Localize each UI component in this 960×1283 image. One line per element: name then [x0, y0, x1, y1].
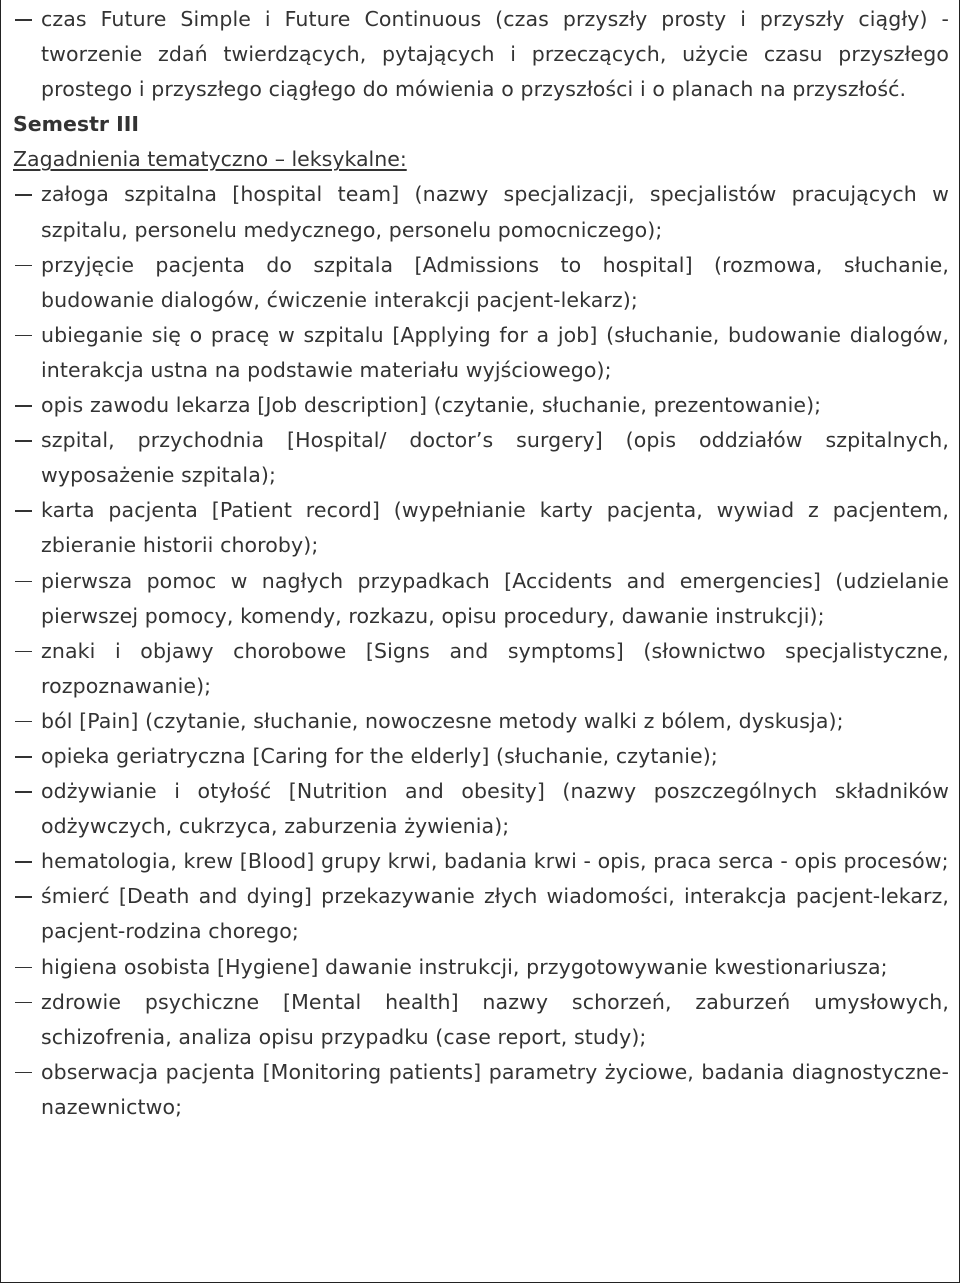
dash-bullet-icon	[13, 2, 41, 37]
dash-bullet-icon	[13, 879, 41, 914]
dash-bullet-icon	[13, 774, 41, 809]
topics-list	[13, 177, 949, 1125]
list-item-text: higiena osobista [Hygiene] dawanie instrukcji, przygotowywanie kwestionariusza;	[41, 954, 888, 979]
list-item-text: przyjęcie pacjenta do szpitala [Admissions to hospital] (rozmowa, słuchanie, budowanie dialogów, ćwiczenie interakcji pacjent-lekarz);	[41, 252, 949, 312]
list-item	[13, 985, 949, 1055]
list-item-text: szpital, przychodnia [Hospital/ doctor’s surgery] (opis oddziałów szpitalnych, wyposażenie szpitala);	[41, 428, 949, 488]
dash-bullet-icon	[13, 318, 41, 353]
list-item	[13, 739, 949, 774]
list-item-text: śmierć [Death and dying] przekazywanie złych wiadomości, interakcja pacjent-lekarz, pacjent-rodzina chorego;	[41, 884, 949, 944]
list-item	[13, 704, 949, 739]
list-item	[13, 2, 949, 107]
dash-bullet-icon	[13, 950, 41, 985]
dash-bullet-icon	[13, 388, 41, 423]
dash-bullet-icon	[13, 423, 41, 458]
dash-bullet-icon	[13, 1055, 41, 1090]
list-item	[13, 879, 949, 949]
list-item	[13, 493, 949, 563]
topics-heading: Zagadnienia tematyczno – leksykalne:	[13, 147, 407, 172]
list-item-text: zdrowie psychiczne [Mental health] nazwy schorzeń, zaburzeń umysłowych, schizofrenia, analiza opisu przypadku (case report, study);	[41, 989, 949, 1049]
dash-bullet-icon	[13, 248, 41, 283]
list-item-text: ból [Pain] (czytanie, słuchanie, nowoczesne metody walki z bólem, dyskusja);	[41, 708, 844, 733]
dash-bullet-icon	[13, 704, 41, 739]
list-item-text: hematologia, krew [Blood] grupy krwi, badania krwi - opis, praca serca - opis procesów;	[41, 849, 949, 874]
list-item	[13, 423, 949, 493]
dash-bullet-icon	[13, 985, 41, 1020]
list-item	[13, 177, 949, 247]
list-item	[13, 634, 949, 704]
list-item	[13, 844, 949, 879]
list-item	[13, 318, 949, 388]
dash-bullet-icon	[13, 739, 41, 774]
dash-bullet-icon	[13, 564, 41, 599]
list-item-text: znaki i objawy chorobowe [Signs and symptoms] (słownictwo specjalistyczne, rozpoznawanie);	[41, 638, 949, 698]
list-item-text: odżywianie i otyłość [Nutrition and obesity] (nazwy poszczególnych składników odżywczych, cukrzyca, zaburzenia żywienia);	[41, 779, 949, 839]
list-item-text: karta pacjenta [Patient record] (wypełnianie karty pacjenta, wywiad z pacjentem, zbieranie historii choroby);	[41, 498, 949, 558]
list-item-text: obserwacja pacjenta [Monitoring patients] parametry życiowe, badania diagnostyczne-nazewnictwo;	[41, 1059, 949, 1119]
list-item	[13, 564, 949, 634]
intro-list	[13, 2, 949, 107]
list-item	[13, 1055, 949, 1125]
list-item-text: opis zawodu lekarza [Job description] (czytanie, słuchanie, prezentowanie);	[41, 393, 822, 418]
list-item-text: ubieganie się o pracę w szpitalu [Applying for a job] (słuchanie, budowanie dialogów, interakcja ustna na podstawie materiału wyjściowego);	[41, 322, 949, 382]
semester-heading: Semestr III	[13, 112, 140, 137]
list-item	[13, 388, 949, 423]
dash-bullet-icon	[13, 634, 41, 669]
list-item-text: pierwsza pomoc w nagłych przypadkach [Accidents and emergencies] (udzielanie pierwszej pomocy, komendy, rozkazu, opisu procedury, dawanie instrukcji);	[41, 568, 949, 628]
dash-bullet-icon	[13, 177, 41, 212]
list-item-text: załoga szpitalna [hospital team] (nazwy specjalizacji, specjalistów pracujących w szpitalu, personelu medycznego, personelu pomocniczego);	[41, 182, 949, 242]
dash-bullet-icon	[13, 493, 41, 528]
list-item	[13, 774, 949, 844]
dash-bullet-icon	[13, 844, 41, 879]
list-item	[13, 950, 949, 985]
list-item-text: czas Future Simple i Future Continuous (czas przyszły prosty i przyszły ciągły) - tworzenie zdań twierdzących, pytających i przeczących, użycie czasu przyszłego prostego i przyszłego ciągłego do mówienia o przyszłości i o planach na przyszłość.	[41, 7, 949, 102]
list-item	[13, 248, 949, 318]
document-content	[13, 2, 949, 1125]
list-item-text: opieka geriatryczna [Caring for the elderly] (słuchanie, czytanie);	[41, 743, 718, 768]
